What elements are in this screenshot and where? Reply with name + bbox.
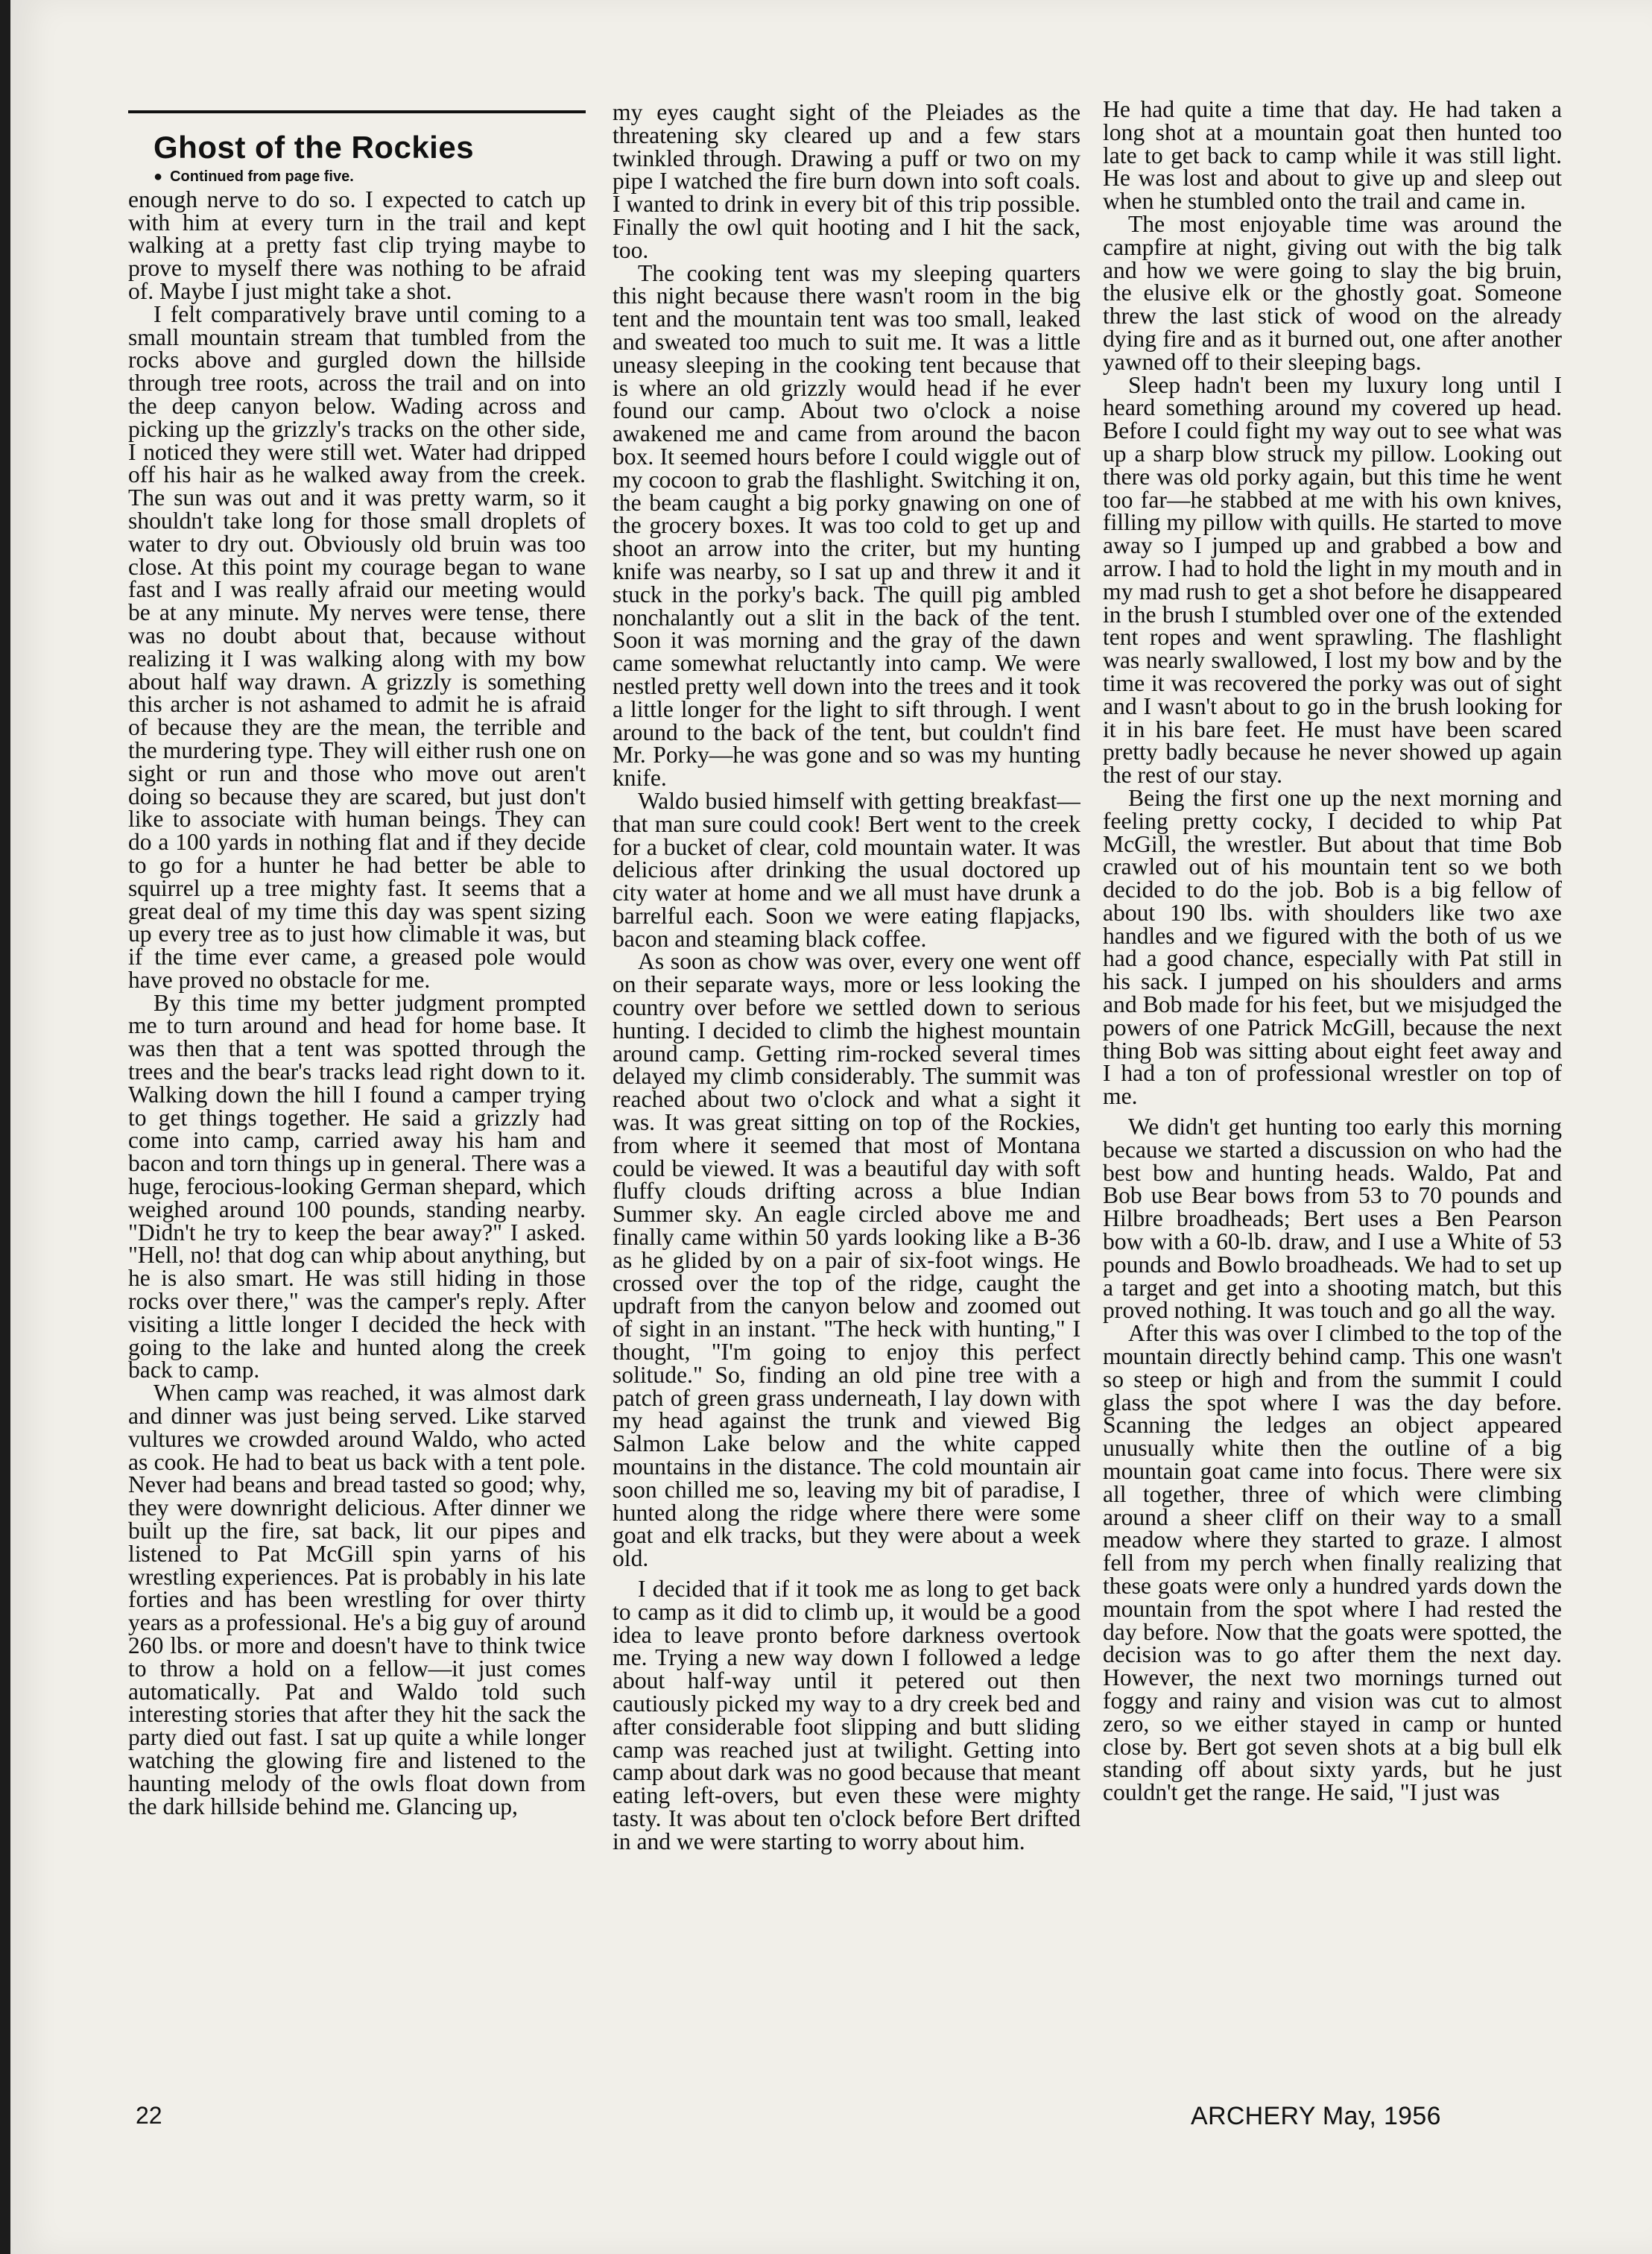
paragraph: When camp was reached, it was almost dark and dinner was just being served. Like starved vultures we crowded around Waldo, who acted as cook. He had to beat us back with a tent pole. Never had beans and bread tasted so good; why, they were downright delicious. After dinner we built up the fire, sat back, lit our pipes and listened to Pat McGill spin yarns of his wrestling experiences. Pat is probably in his late forties and has been wrestling for over thirty years as a professional. He's a big guy of around 260 lbs. or more and doesn't have to think twice to throw a hold on a fellow—it just comes automatically. Pat and Waldo told such interesting stories that after they hit the sack the party died out fast. I sat up quite a while longer watching the glowing fire and listened to the haunting melody of the owls float down from the dark hillside behind me. Glancing up,	[128, 1380, 586, 1819]
continued-note	[128, 165, 586, 189]
paragraph: As soon as chow was over, every one went off on their separate ways, more or less looking the country over before we settled down to serious hunting. I decided to climb the highest mountain around camp. Getting rim-rocked several times delayed my climb considerably. The summit was reached about two o'clock and what a sight it was. It was great sitting on top of the Rockies, from where it seemed that most of Montana could be viewed. It was a beautiful day with soft fluffy clouds drifting across a blue Indian Summer sky. An eagle circled above me and finally came within 50 yards looking like a B-36 as he glided by on a pair of six-foot wings. He crossed over the top of the ridge, caught the updraft from the canyon below and zoomed out of sight in an instant. "The heck with hunting," I thought, "I'm going to enjoy this perfect solitude." So, finding an old pine tree with a patch of green grass underneath, I lay down with my head against the trunk and viewed Big Salmon Lake below and the white capped mountains in the distance. The cold mountain air soon chilled me so, leaving my bit of paradise, I hunted along the ridge where there were some goat and elk tracks, but they were about a week old.	[613, 948, 1080, 1572]
bullet-icon: ●	[154, 168, 163, 185]
paragraph: He had quite a time that day. He had taken a long shot at a mountain goat then hunted too late to get back to camp while it was still light. He was lost and about to give up and sleep out when he stumbled onto the trail and came in.	[1103, 98, 1562, 215]
page-number: 22	[136, 2102, 162, 2129]
paragraph: enough nerve to do so. I expected to catch up with him at every turn in the trail and kept walking at a pretty fast clip trying maybe to prove to myself there was nothing to be afraid of. Maybe I just might take a shot.	[128, 186, 586, 304]
paragraph: my eyes caught sight of the Pleiades as the threatening sky cleared up and a few stars twinkled through. Drawing a puff or two on my pipe I watched the fire burn down into soft coals. I wanted to drink in every bit of this trip possible. Finally the owl quit hooting and I hit the sack, too.	[613, 101, 1080, 263]
paragraph: After this was over I climbed to the top of the mountain directly behind camp. This one wasn't so steep or high and from the summit I could glass the spot where I was the day before. Scanning the ledges an object appeared unusually white then the outline of a big mountain goat came into focus. There were six all together, three of which were climbing around a sheer cliff on their way to a small meadow where they started to graze. I almost fell from my perch when finally realizing that these goats were only a hundred yards down the mountain from the spot where I had rested the day before. Now that the goats were spotted, the decision was to go after them the next day. However, the next two mornings turned out foggy and rainy and vision was cut to almost zero, so we either stayed in camp or hunted close by. Bert got seven shots at a big bull elk standing off about sixty yards, but he just couldn't get the range. He said, "I just was	[1103, 1320, 1562, 1806]
paragraph: Sleep hadn't been my luxury long until I heard something around my covered up head. Before I could fight my way out to see what was up a sharp blow struck my pillow. Looking out there was old porky again, but this time he went too far—he stabbed at me with his own knives, filling my pillow with quills. He started to move away so I jumped up and grabbed a bow and arrow. I had to hold the light in my mouth and in my mad rush to get a shot before he disappeared in the brush I stumbled over one of the extended tent ropes and went sprawling. The flashlight was nearly swallowed, I lost my bow and by the time it was recovered the porky was out of sight and I wasn't about to go in the brush looking for it in his bare feet. He must have been scared pretty badly because he never showed up again the rest of our stay.	[1103, 371, 1562, 789]
column-2	[613, 101, 1080, 2084]
headline-rule	[128, 110, 586, 113]
column-3	[1103, 98, 1562, 2081]
magazine-page	[10, 0, 1652, 2254]
paragraph: Waldo busied himself with getting breakfast—that man sure could cook! Bert went to the creek for a bucket of clear, cold mountain water. It was delicious after drinking the usual doctored up city water at home and we all must have drunk a barrelful each. Soon we were eating flapjacks, bacon and steaming black coffee.	[613, 787, 1080, 952]
paragraph: By this time my better judgment prompted me to turn around and head for home base. It was then that a tent was spotted through the trees and the bear's tracks lead right down to it. Walking down the hill I found a camper trying to get things together. He said a grizzly had come into camp, carried away his ham and bacon and torn things up in general. There was a huge, ferocious-looking German shepard, which weighed around 100 pounds, standing nearby. "Didn't he try to keep the bear away?" I asked. "Hell, no! that dog can whip about anything, but he is also smart. He was still hiding in those rocks over there," was the camper's reply. After visiting a little longer I decided the heck with going to the lake and hunted along the creek back to camp.	[128, 989, 586, 1383]
paragraph: I felt comparatively brave until coming to a small mountain stream that tumbled from the rocks above and gurgled down the hillside through tree roots, across the trail and on into the deep canyon below. Wading across and picking up the grizzly's tracks on the other side, I noticed they were still wet. Water had dripped off his hair as he walked away from the creek. The sun was out and it was pretty warm, so it shouldn't take long for those small droplets of water to dry out. Obviously old bruin was too close. At this point my courage began to wane fast and I was really afraid our meeting would be at any minute. My nerves were tense, there was no doubt about that, because without realizing it I was walking along with my bow about half way drawn. A grizzly is something this archer is not ashamed to admit he is afraid of because they are the mean, the terrible and the murdering type. They will either rush one on sight or run and those who move out aren't doing so because they are scared, but just don't like to associate with human beings. They can do a 100 yards in nothing flat and if they decide to go for a hunter he had better be able to squirrel up a tree mighty fast. It seems that a great deal of my time this day was spent sizing up every tree as to just how climable it was, but if the time ever came, a greased pole would have proved no obstacle for me.	[128, 300, 586, 993]
paragraph: I decided that if it took me as long to get back to camp as it did to climb up, it would be a good idea to leave pronto before darkness overtook me. Trying a new way down I followed a ledge about half-way until it petered out then cautiously picked my way to a dry creek bed and after considerable foot slipping and butt sliding camp was reached just at twilight. Getting into camp about dark was no good because that meant eating left-overs, but even these were mighty tasty. It was about ten o'clock before Bert drifted in and we were starting to worry about him.	[613, 1576, 1080, 1854]
magazine-issue: ARCHERY May, 1956	[1191, 2102, 1441, 2130]
paragraph: The most enjoyable time was around the campfire at night, giving out with the big talk and how we were going to slay the big bruin, the elusive elk or the ghostly goat. Someone threw the last stick of wood on the already dying fire and as it burned out, one after another yawned off to their sleeping bags.	[1103, 210, 1562, 375]
paragraph: Being the first one up the next morning and feeling pretty cocky, I decided to whip Pat McGill, the wrestler. But about that time Bob crawled out of his mountain tent so we both decided to do the job. Bob is a big fellow of about 190 lbs. with shoulders like two axe handles and we figured with the both of us we had a good chance, especially with Pat still in his sack. I jumped on his shoulders and arms and Bob made for his feet, but we misjudged the powers of one Patrick McGill, because the next thing Bob was sitting about eight feet away and I had a ton of professional wrestler on top of me.	[1103, 784, 1562, 1110]
paragraph: The cooking tent was my sleeping quarters this night because there wasn't room in the big tent and the mountain tent was too small, leaked and sweated too much to suit me. It was a little uneasy sleeping in the cooking tent because that is where an old grizzly would head if he ever found our camp. About two o'clock a noise awakened me and came from around the bacon box. It seemed hours before I could wiggle out of my cocoon to grab the flashlight. Switching it on, the beam caught a big porky gnawing on one of the grocery boxes. It was too cold to get up and shoot an arrow into the criter, but my hunting knife was nearby, so I sat up and threw it and it stuck in the porky's back. The quill pig ambled nonchalantly out a slit in the back of the tent. Soon it was morning and the gray of the dawn came somewhat reluctantly into camp. We were nestled pretty well down into the trees and it took a little longer for the light to sift through. I went around to the back of the tent, but couldn't find Mr. Porky—he was gone and so was my hunting knife.	[613, 259, 1080, 792]
article-title: Ghost of the Rockies	[154, 130, 475, 165]
column-1	[128, 103, 586, 2086]
paragraph: We didn't get hunting too early this morning because we started a discussion on who had the best bow and hunting heads. Waldo, Pat and Bob use Bear bows from 53 to 70 pounds and Hilbre broadheads; Bert uses a Ben Pearson bow with a 60-lb. draw, and I use a White of 53 pounds and Bowlo broadheads. We had to set up a target and get into a shooting match, but this proved nothing. It was touch and go all the way.	[1103, 1114, 1562, 1324]
continued-text: Continued from page five.	[170, 168, 354, 185]
